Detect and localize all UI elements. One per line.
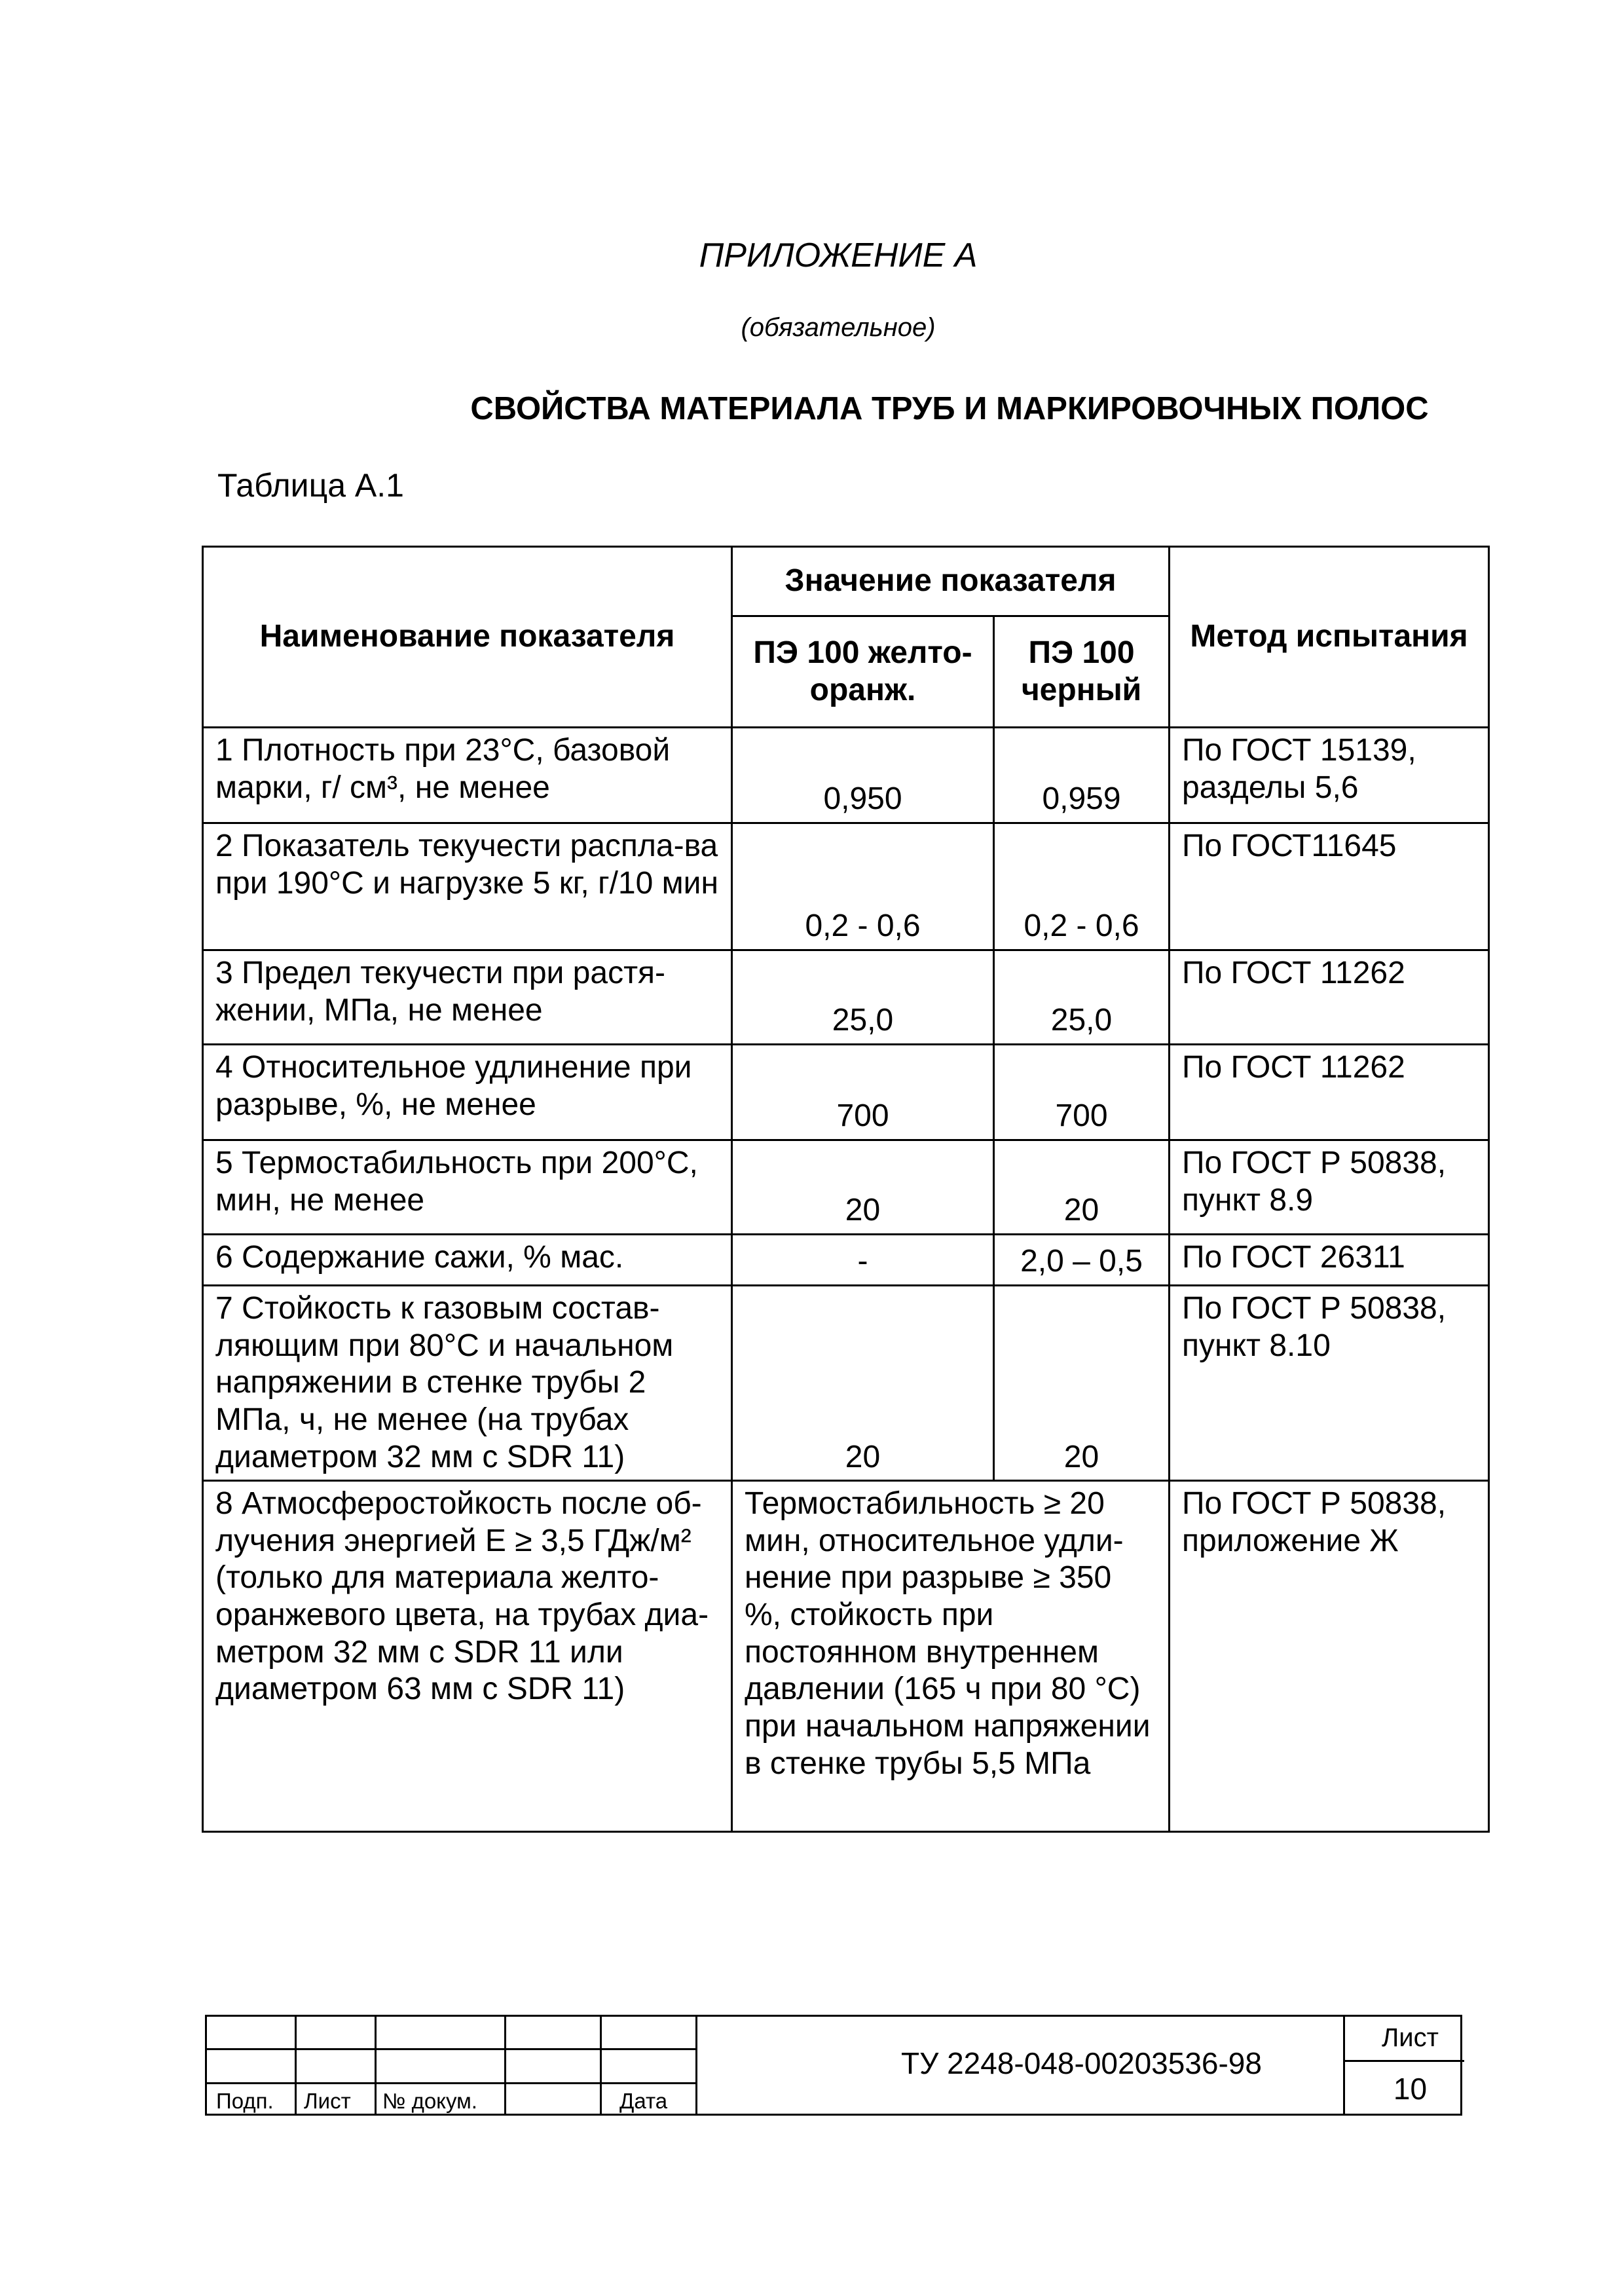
title-block-signature-label: Подп. (216, 2089, 274, 2113)
table-row (203, 823, 1489, 950)
row-value-yellow: 25,0 (732, 950, 994, 1045)
row-name: 6 Содержание сажи, % мас. (203, 1235, 732, 1286)
title-block (205, 2015, 1462, 2116)
table-caption: Таблица А.1 (217, 467, 404, 504)
row-value-yellow: 700 (732, 1045, 994, 1140)
title-block-divider (600, 2017, 602, 2114)
header-pe100-yellow: ПЭ 100 желто-оранж. (732, 616, 994, 728)
title-block-date-label: Дата (619, 2089, 668, 2113)
row-name: 2 Показатель текучести распла-ва при 190°С и нагрузке 5 кг, г/10 мин (203, 823, 732, 950)
sheet-label: Лист (1382, 2023, 1439, 2052)
sheet-number: 10 (1393, 2072, 1428, 2106)
row-name: 4 Относительное удлинение при разрыве, %, не менее (203, 1045, 732, 1140)
row-value-black: 25,0 (994, 950, 1170, 1045)
table-row (203, 1045, 1489, 1140)
appendix-title: ПРИЛОЖЕНИЕ А (699, 236, 978, 274)
table-row (203, 950, 1489, 1045)
row-method: По ГОСТ Р 50838, приложение Ж (1170, 1481, 1489, 1832)
row-name: 1 Плотность при 23°С, базовой марки, г/ см³, не менее (203, 728, 732, 823)
title-block-divider (207, 2082, 695, 2084)
section-heading: СВОЙСТВА МАТЕРИАЛА ТРУБ И МАРКИРОВОЧНЫХ ПОЛОС (470, 391, 1429, 426)
table-row (203, 1235, 1489, 1286)
row-value-black: 20 (994, 1286, 1170, 1481)
row-value-yellow: 20 (732, 1286, 994, 1481)
table-row (203, 728, 1489, 823)
row-method: По ГОСТ Р 50838, пункт 8.10 (1170, 1286, 1489, 1481)
row-value-yellow: - (732, 1235, 994, 1286)
row-method: По ГОСТ 11262 (1170, 1045, 1489, 1140)
row-name: 7 Стойкость к газовым состав-ляющим при 80°С и начальном напряжении в стенке трубы 2 МПа, ч, не менее (на трубах диаметром 32 мм с SDR 11) (203, 1286, 732, 1481)
row-value-black: 0,959 (994, 728, 1170, 823)
row-value-yellow: 0,950 (732, 728, 994, 823)
row-value-yellow: 20 (732, 1140, 994, 1235)
title-block-divider (375, 2017, 377, 2114)
row-method: По ГОСТ 26311 (1170, 1235, 1489, 1286)
title-block-sheet-col-label: Лист (304, 2089, 351, 2113)
row-value-black: 700 (994, 1045, 1170, 1140)
properties-table (202, 546, 1490, 1833)
table-row (203, 1481, 1489, 1832)
title-block-divider (695, 2017, 697, 2114)
row-merged-value: Термостабильность ≥ 20 мин, относительное удли-нение при разрыве ≥ 350 %, стойкость при постоянном внутреннем давлении (165 ч при 80 °С) при начальном напряжении в стенке трубы 5,5 МПа (732, 1481, 1170, 1832)
row-name: 8 Атмосферостойкость после об-лучения энергией Е ≥ 3,5 ГДж/м² (только для материала желто-оранжевого цвета, на трубах диа-метром 32 мм с SDR 11 или диаметром 63 мм с SDR 11) (203, 1481, 732, 1832)
table-row (203, 1140, 1489, 1235)
row-method: По ГОСТ11645 (1170, 823, 1489, 950)
row-name: 3 Предел текучести при растя-жении, МПа, не менее (203, 950, 732, 1045)
row-name: 5 Термостабильность при 200°С, мин, не менее (203, 1140, 732, 1235)
row-value-black: 0,2 - 0,6 (994, 823, 1170, 950)
appendix-subtitle: (обязательное) (741, 313, 936, 342)
table-row (203, 1286, 1489, 1481)
row-method: По ГОСТ Р 50838, пункт 8.9 (1170, 1140, 1489, 1235)
header-name: Наименование показателя (203, 547, 732, 728)
title-block-divider (207, 2048, 695, 2050)
header-value-group: Значение показателя (732, 547, 1170, 616)
title-block-divider (295, 2017, 297, 2114)
document-number: ТУ 2248-048-00203536-98 (901, 2046, 1262, 2080)
title-block-divider (504, 2017, 506, 2114)
row-value-black: 2,0 – 0,5 (994, 1235, 1170, 1286)
title-block-doc-label: № докум. (382, 2089, 477, 2113)
header-method: Метод испытания (1170, 547, 1489, 728)
header-pe100-black: ПЭ 100 черный (994, 616, 1170, 728)
row-method: По ГОСТ 15139, разделы 5,6 (1170, 728, 1489, 823)
row-value-yellow: 0,2 - 0,6 (732, 823, 994, 950)
row-method: По ГОСТ 11262 (1170, 950, 1489, 1045)
row-value-black: 20 (994, 1140, 1170, 1235)
